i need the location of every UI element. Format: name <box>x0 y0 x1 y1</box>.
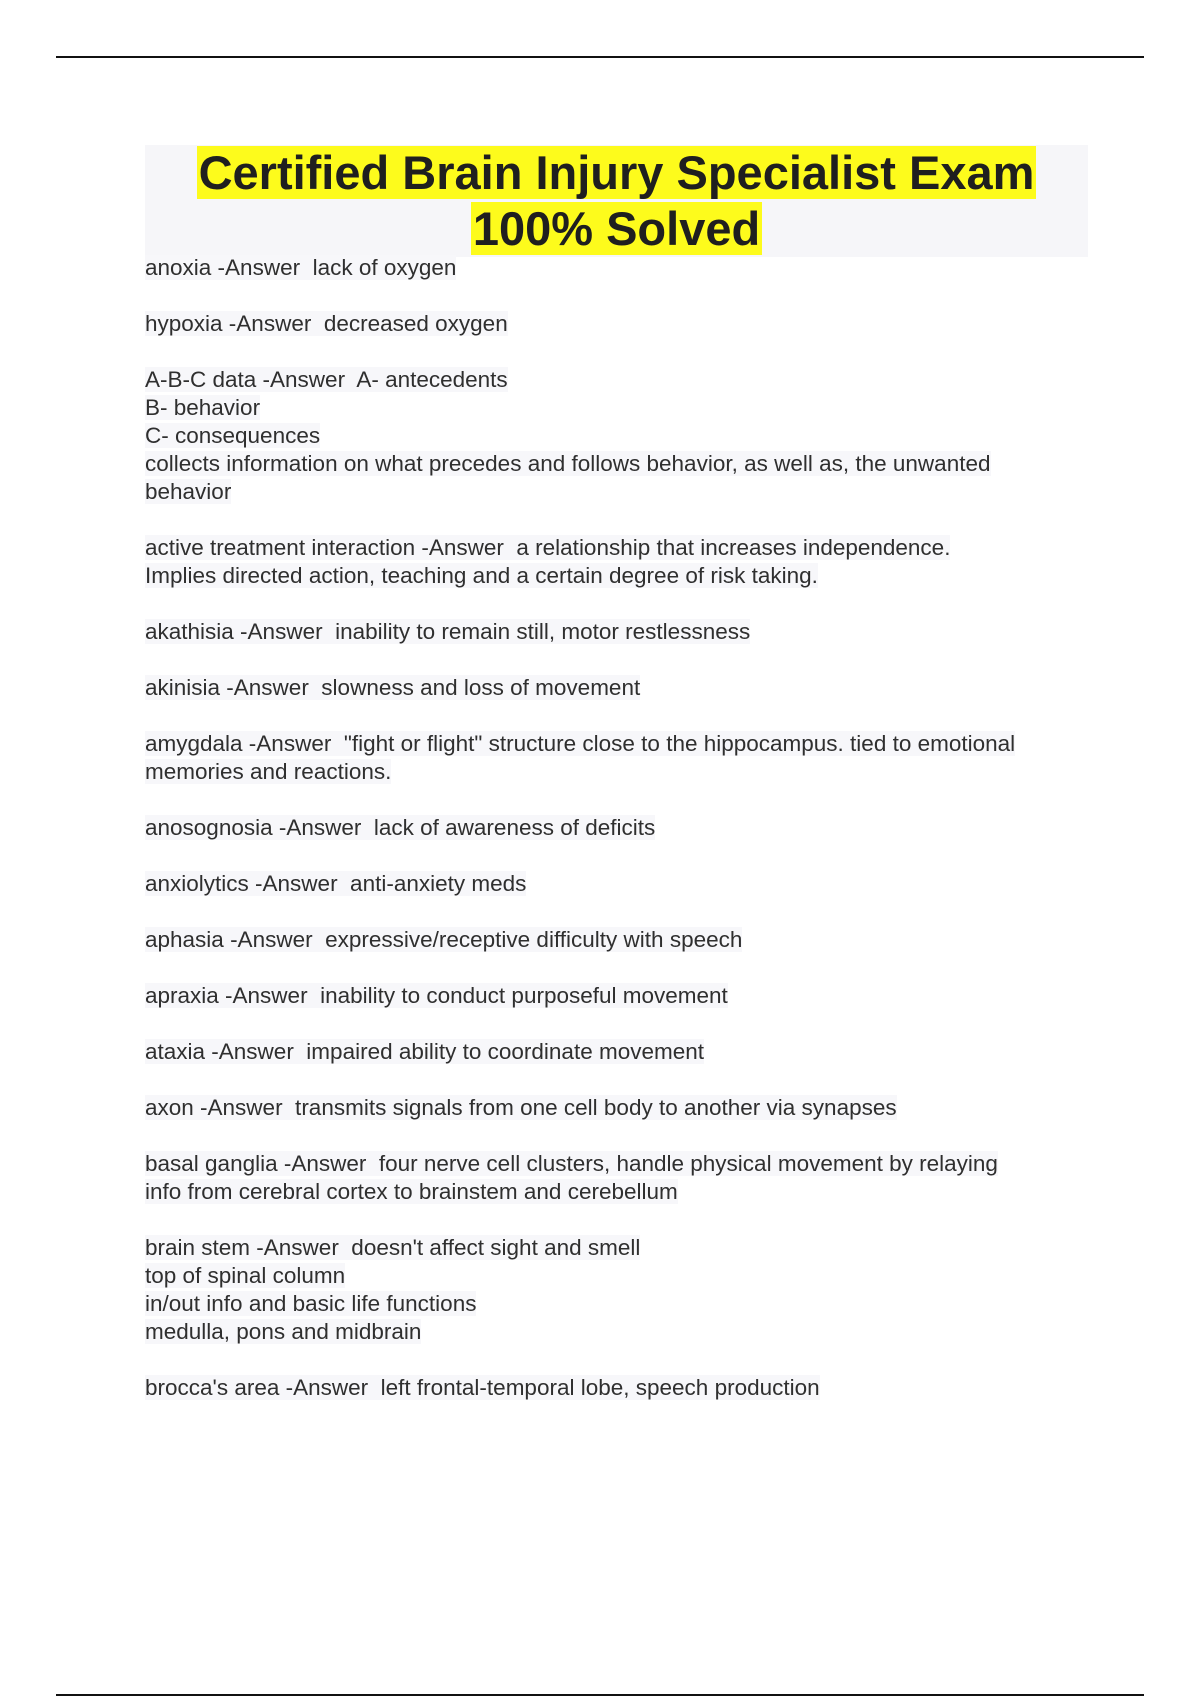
term-definition-text: active treatment interaction -Answer a relationship that increases independence. <box>145 535 951 560</box>
definition-continuation-text: C- consequences <box>145 423 321 448</box>
title-line-1: Certified Brain Injury Specialist Exam <box>198 146 1035 199</box>
term-definition-text: hypoxia -Answer decreased oxygen <box>145 311 508 336</box>
term-entry <box>145 534 1105 590</box>
term-definition-text: A-B-C data -Answer A- antecedents <box>145 367 508 392</box>
term-definition-text: akinisia -Answer slowness and loss of movement <box>145 675 641 700</box>
term-entry <box>145 1374 1105 1402</box>
title-line-2: 100% Solved <box>472 202 761 255</box>
definition-continuation-text: top of spinal column <box>145 1263 346 1288</box>
flashcard-list <box>145 254 1105 1430</box>
term-entry <box>145 1038 1105 1066</box>
term-definition-text: basal ganglia -Answer four nerve cell clusters, handle physical movement by relaying <box>145 1151 998 1176</box>
definition-continuation-text: B- behavior <box>145 395 261 420</box>
term-entry <box>145 1150 1105 1206</box>
term-definition-text: anosognosia -Answer lack of awareness of deficits <box>145 815 656 840</box>
term-entry <box>145 618 1105 646</box>
definition-continuation-text: info from cerebral cortex to brainstem and cerebellum <box>145 1179 678 1204</box>
term-entry <box>145 982 1105 1010</box>
term-entry <box>145 1094 1105 1122</box>
definition-continuation-text: behavior <box>145 479 232 504</box>
term-entry <box>145 814 1105 842</box>
term-definition-text: brocca's area -Answer left frontal-temporal lobe, speech production <box>145 1375 820 1400</box>
term-entry <box>145 366 1105 506</box>
document-title <box>145 145 1088 257</box>
term-definition-text: akathisia -Answer inability to remain still, motor restlessness <box>145 619 751 644</box>
definition-continuation-text: in/out info and basic life functions <box>145 1291 477 1316</box>
term-entry <box>145 870 1105 898</box>
term-entry <box>145 310 1105 338</box>
term-definition-text: axon -Answer transmits signals from one cell body to another via synapses <box>145 1095 897 1120</box>
definition-continuation-text: collects information on what precedes and follows behavior, as well as, the unwanted <box>145 451 991 476</box>
term-entry <box>145 926 1105 954</box>
term-definition-text: brain stem -Answer doesn't affect sight and smell <box>145 1235 641 1260</box>
term-definition-text: ataxia -Answer impaired ability to coordinate movement <box>145 1039 705 1064</box>
definition-continuation-text: memories and reactions. <box>145 759 392 784</box>
term-entry <box>145 1234 1105 1346</box>
term-definition-text: anxiolytics -Answer anti-anxiety meds <box>145 871 527 896</box>
term-definition-text: anoxia -Answer lack of oxygen <box>145 255 457 280</box>
term-definition-text: amygdala -Answer "fight or flight" structure close to the hippocampus. tied to emotional <box>145 731 1016 756</box>
definition-continuation-text: Implies directed action, teaching and a certain degree of risk taking. <box>145 563 818 588</box>
term-definition-text: apraxia -Answer inability to conduct purposeful movement <box>145 983 728 1008</box>
term-entry <box>145 674 1105 702</box>
definition-continuation-text: medulla, pons and midbrain <box>145 1319 422 1344</box>
top-rule <box>56 56 1144 58</box>
term-definition-text: aphasia -Answer expressive/receptive difficulty with speech <box>145 927 743 952</box>
bottom-rule <box>56 1694 1144 1696</box>
term-entry <box>145 730 1105 786</box>
term-entry <box>145 254 1105 282</box>
